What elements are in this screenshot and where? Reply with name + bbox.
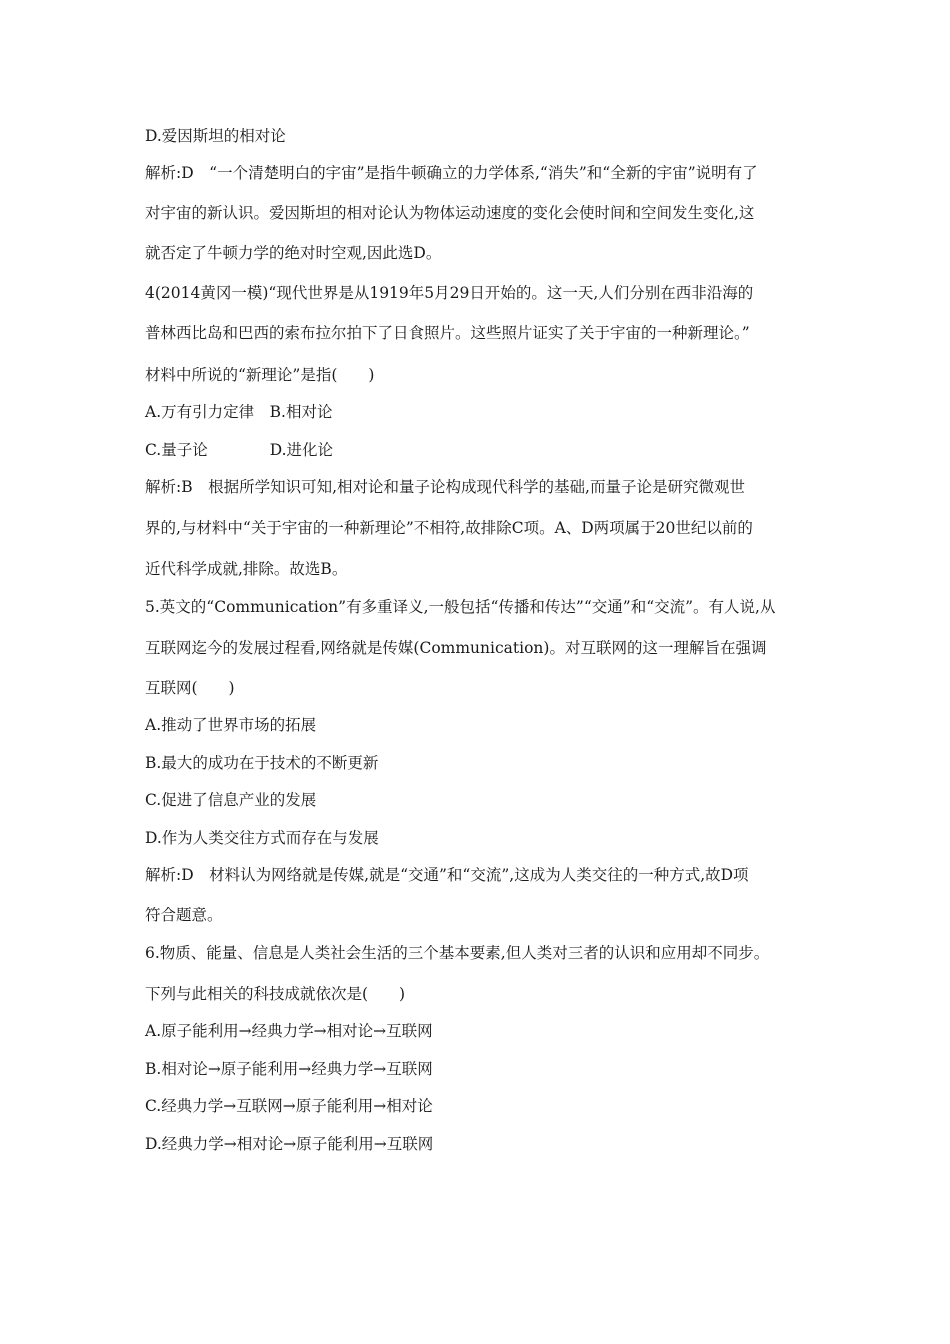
options-q4-ab: A.万有引力定律 B.相对论 xyxy=(145,403,333,421)
analysis-q5-line2: 符合题意。 xyxy=(145,906,223,924)
question-5-line2: 互联网迄今的发展过程看,网络就是传媒(Communication)。对互联网的这一理解旨在强调 xyxy=(145,639,767,657)
option-b-q5: B.最大的成功在于技术的不断更新 xyxy=(145,754,379,772)
question-4-line3: 材料中所说的“新理论”是指( ) xyxy=(145,366,375,384)
option-b-q6: B.相对论→原子能利用→经典力学→互联网 xyxy=(145,1060,433,1078)
option-c-q5: C.促进了信息产业的发展 xyxy=(145,791,317,809)
question-6-line1: 6.物质、能量、信息是人类社会生活的三个基本要素,但人类对三者的认识和应用却不同步。 xyxy=(145,944,770,962)
option-a-q6: A.原子能利用→经典力学→相对论→互联网 xyxy=(145,1022,433,1040)
option-d-q3: D.爱因斯坦的相对论 xyxy=(145,127,286,145)
analysis-q5-line1: 解析:D 材料认为网络就是传媒,就是“交通”和“交流”,这成为人类交往的一种方式,故D项 xyxy=(145,866,749,884)
option-c-q6: C.经典力学→互联网→原子能利用→相对论 xyxy=(145,1097,433,1115)
option-d-q6: D.经典力学→相对论→原子能利用→互联网 xyxy=(145,1135,434,1153)
question-4-line1: 4(2014黄冈一模)“现代世界是从1919年5月29日开始的。这一天,人们分别在西非沿海的 xyxy=(145,284,754,302)
analysis-q3-line3: 就否定了牛顿力学的绝对时空观,因此选D。 xyxy=(145,244,442,262)
analysis-q4-line1: 解析:B 根据所学知识可知,相对论和量子论构成现代科学的基础,而量子论是研究微观世 xyxy=(145,478,745,496)
question-5-line3: 互联网( ) xyxy=(145,679,235,697)
options-q4-cd: C.量子论 D.进化论 xyxy=(145,441,334,459)
analysis-q4-line3: 近代科学成就,排除。故选B。 xyxy=(145,560,348,578)
option-a-q5: A.推动了世界市场的拓展 xyxy=(145,716,317,734)
analysis-q3-line1: 解析:D “一个清楚明白的宇宙”是指牛顿确立的力学体系,“消失”和“全新的宇宙”说明有了 xyxy=(145,164,758,182)
question-6-line2: 下列与此相关的科技成就依次是( ) xyxy=(145,985,406,1003)
analysis-q4-line2: 界的,与材料中“关于宇宙的一种新理论”不相符,故排除C项。A、D两项属于20世纪以前的 xyxy=(145,519,753,537)
question-4-line2: 普林西比岛和巴西的索布拉尔拍下了日食照片。这些照片证实了关于宇宙的一种新理论。” xyxy=(145,324,750,342)
option-d-q5: D.作为人类交往方式而存在与发展 xyxy=(145,829,379,847)
analysis-q3-line2: 对宇宙的新认识。爱因斯坦的相对论认为物体运动速度的变化会使时间和空间发生变化,这 xyxy=(145,204,755,222)
question-5-line1: 5.英文的“Communication”有多重译义,一般包括“传播和传达”“交通”和“交流”。有人说,从 xyxy=(145,598,776,616)
